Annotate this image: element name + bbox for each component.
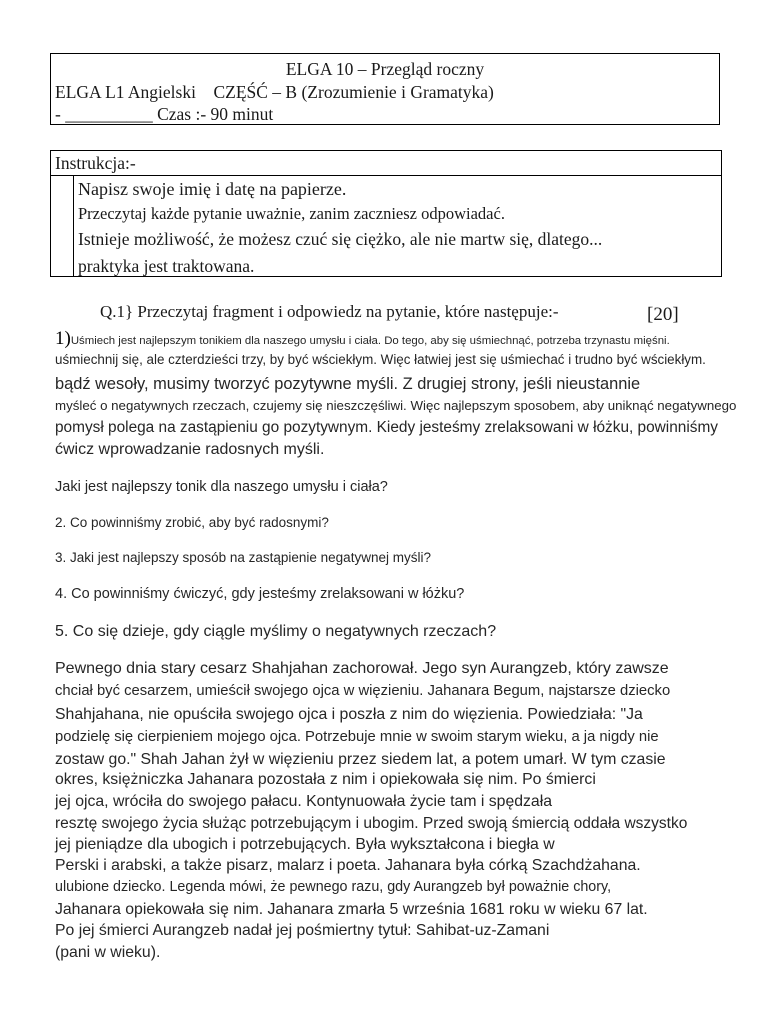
question-heading: Q.1} Przeczytaj fragment i odpowiedz na pytanie, które następuje:-	[100, 302, 559, 321]
question-item: 3. Jaki jest najlepszy sposób na zastąpienie negatywnej myśli?	[55, 550, 431, 565]
instructions-title: Instrukcja:-	[51, 151, 721, 176]
passage-number: 1)	[55, 328, 71, 349]
passage1-line: uśmiechnij się, ale czterdzieści trzy, by być wściekłym. Więc łatwiej jest się uśmiechać i trudno być wściekłym.	[55, 352, 706, 367]
passage1-line: 1)Uśmiech jest najlepszym tonikiem dla naszego umysłu i ciała. Do tego, aby się uśmiechnąć, potrzeba trzynastu mięśni.	[55, 328, 670, 349]
passage2-line: Jahanara opiekowała się nim. Jahanara zmarła 5 września 1681 roku w wieku 67 lat.	[55, 901, 648, 918]
passage2-line: Perski i arabski, a także pisarz, malarz i poeta. Jahanara była córką Szachdżahana.	[55, 857, 641, 874]
passage2-line: podzielę się cierpieniem mojego ojca. Potrzebuje mnie w swoim starym wieku, a ja nigdy nie	[55, 729, 659, 745]
passage2-line: resztę swojego życia służąc potrzebującym i ubogim. Przed swoją śmiercią oddała wszystko	[55, 815, 688, 832]
question-marks: [20]	[647, 304, 679, 325]
passage2-line: ulubione dziecko. Legenda mówi, że pewnego razu, gdy Aurangzeb był poważnie chory,	[55, 879, 612, 895]
instruction-item: Napisz swoje imię i datę na papierze.	[78, 179, 347, 199]
instruction-item: Przeczytaj każde pytanie uważnie, zanim zaczniesz odpowiadać.	[78, 204, 505, 223]
passage2-line: chciał być cesarzem, umieścił swojego ojca w więzieniu. Jahanara Begum, najstarsze dziecko	[55, 683, 671, 699]
passage1-line: myśleć o negatywnych rzeczach, czujemy się nieszczęśliwi. Więc najlepszym sposobem, aby uniknąć negatywnego	[55, 398, 737, 413]
exam-subject: ELGA L1 Angielski CZĘŚĆ – B (Zrozumienie i Gramatyka)	[55, 81, 494, 102]
exam-title: ELGA 10 – Przegląd roczny	[285, 59, 485, 79]
passage2-line: zostaw go." Shah Jahan żył w więzieniu przez siedem lat, a potem umarł. W tym czasie	[55, 751, 666, 768]
passage2-line: jej pieniądze dla ubogich i potrzebujących. Była wykształcona i biegła w	[55, 836, 555, 853]
passage2-line: jej ojca, wróciła do swojego pałacu. Kontynuowała życie tam i spędzała	[55, 793, 552, 810]
passage2-line: okres, księżniczka Jahanara pozostała z nim i opiekowała się nim. Po śmierci	[55, 771, 596, 788]
instruction-item: praktyka jest traktowana.	[78, 256, 255, 276]
question-item: Jaki jest najlepszy tonik dla naszego umysłu i ciała?	[55, 479, 388, 495]
instructions-box	[50, 150, 722, 277]
passage1-line: pomysł polega na zastąpieniu go pozytywnym. Kiedy jesteśmy zrelaksowani w łóżku, powinniśmy	[55, 419, 718, 436]
passage2-line: Po jej śmierci Aurangzeb nadał jej pośmiertny tytuł: Sahibat-uz-Zamani	[55, 922, 550, 939]
question-item: 5. Co się dzieje, gdy ciągle myślimy o negatywnych rzeczach?	[55, 623, 497, 640]
instructions-list	[73, 176, 722, 277]
exam-header	[50, 53, 720, 125]
passage2-line: Pewnego dnia stary cesarz Shahjahan zachorował. Jego syn Aurangzeb, który zawsze	[55, 660, 669, 677]
passage1-line: ćwicz wprowadzanie radosnych myśli.	[55, 441, 325, 458]
passage2-line: (pani w wieku).	[55, 944, 161, 961]
question-item: 4. Co powinniśmy ćwiczyć, gdy jesteśmy zrelaksowani w łóżku?	[55, 586, 465, 602]
question-item: 2. Co powinniśmy zrobić, aby być radosnymi?	[55, 515, 329, 530]
passage2-line: Shahjahana, nie opuściła swojego ojca i poszła z nim do więzienia. Powiedziała: "Ja	[55, 706, 643, 723]
instruction-item: Istnieje możliwość, że możesz czuć się ciężko, ale nie martw się, dlatego...	[78, 229, 603, 249]
exam-time: - __________ Czas :- 90 minut	[55, 104, 274, 124]
passage1-line: bądź wesoły, musimy tworzyć pozytywne myśli. Z drugiej strony, jeśli nieustannie	[55, 375, 641, 393]
